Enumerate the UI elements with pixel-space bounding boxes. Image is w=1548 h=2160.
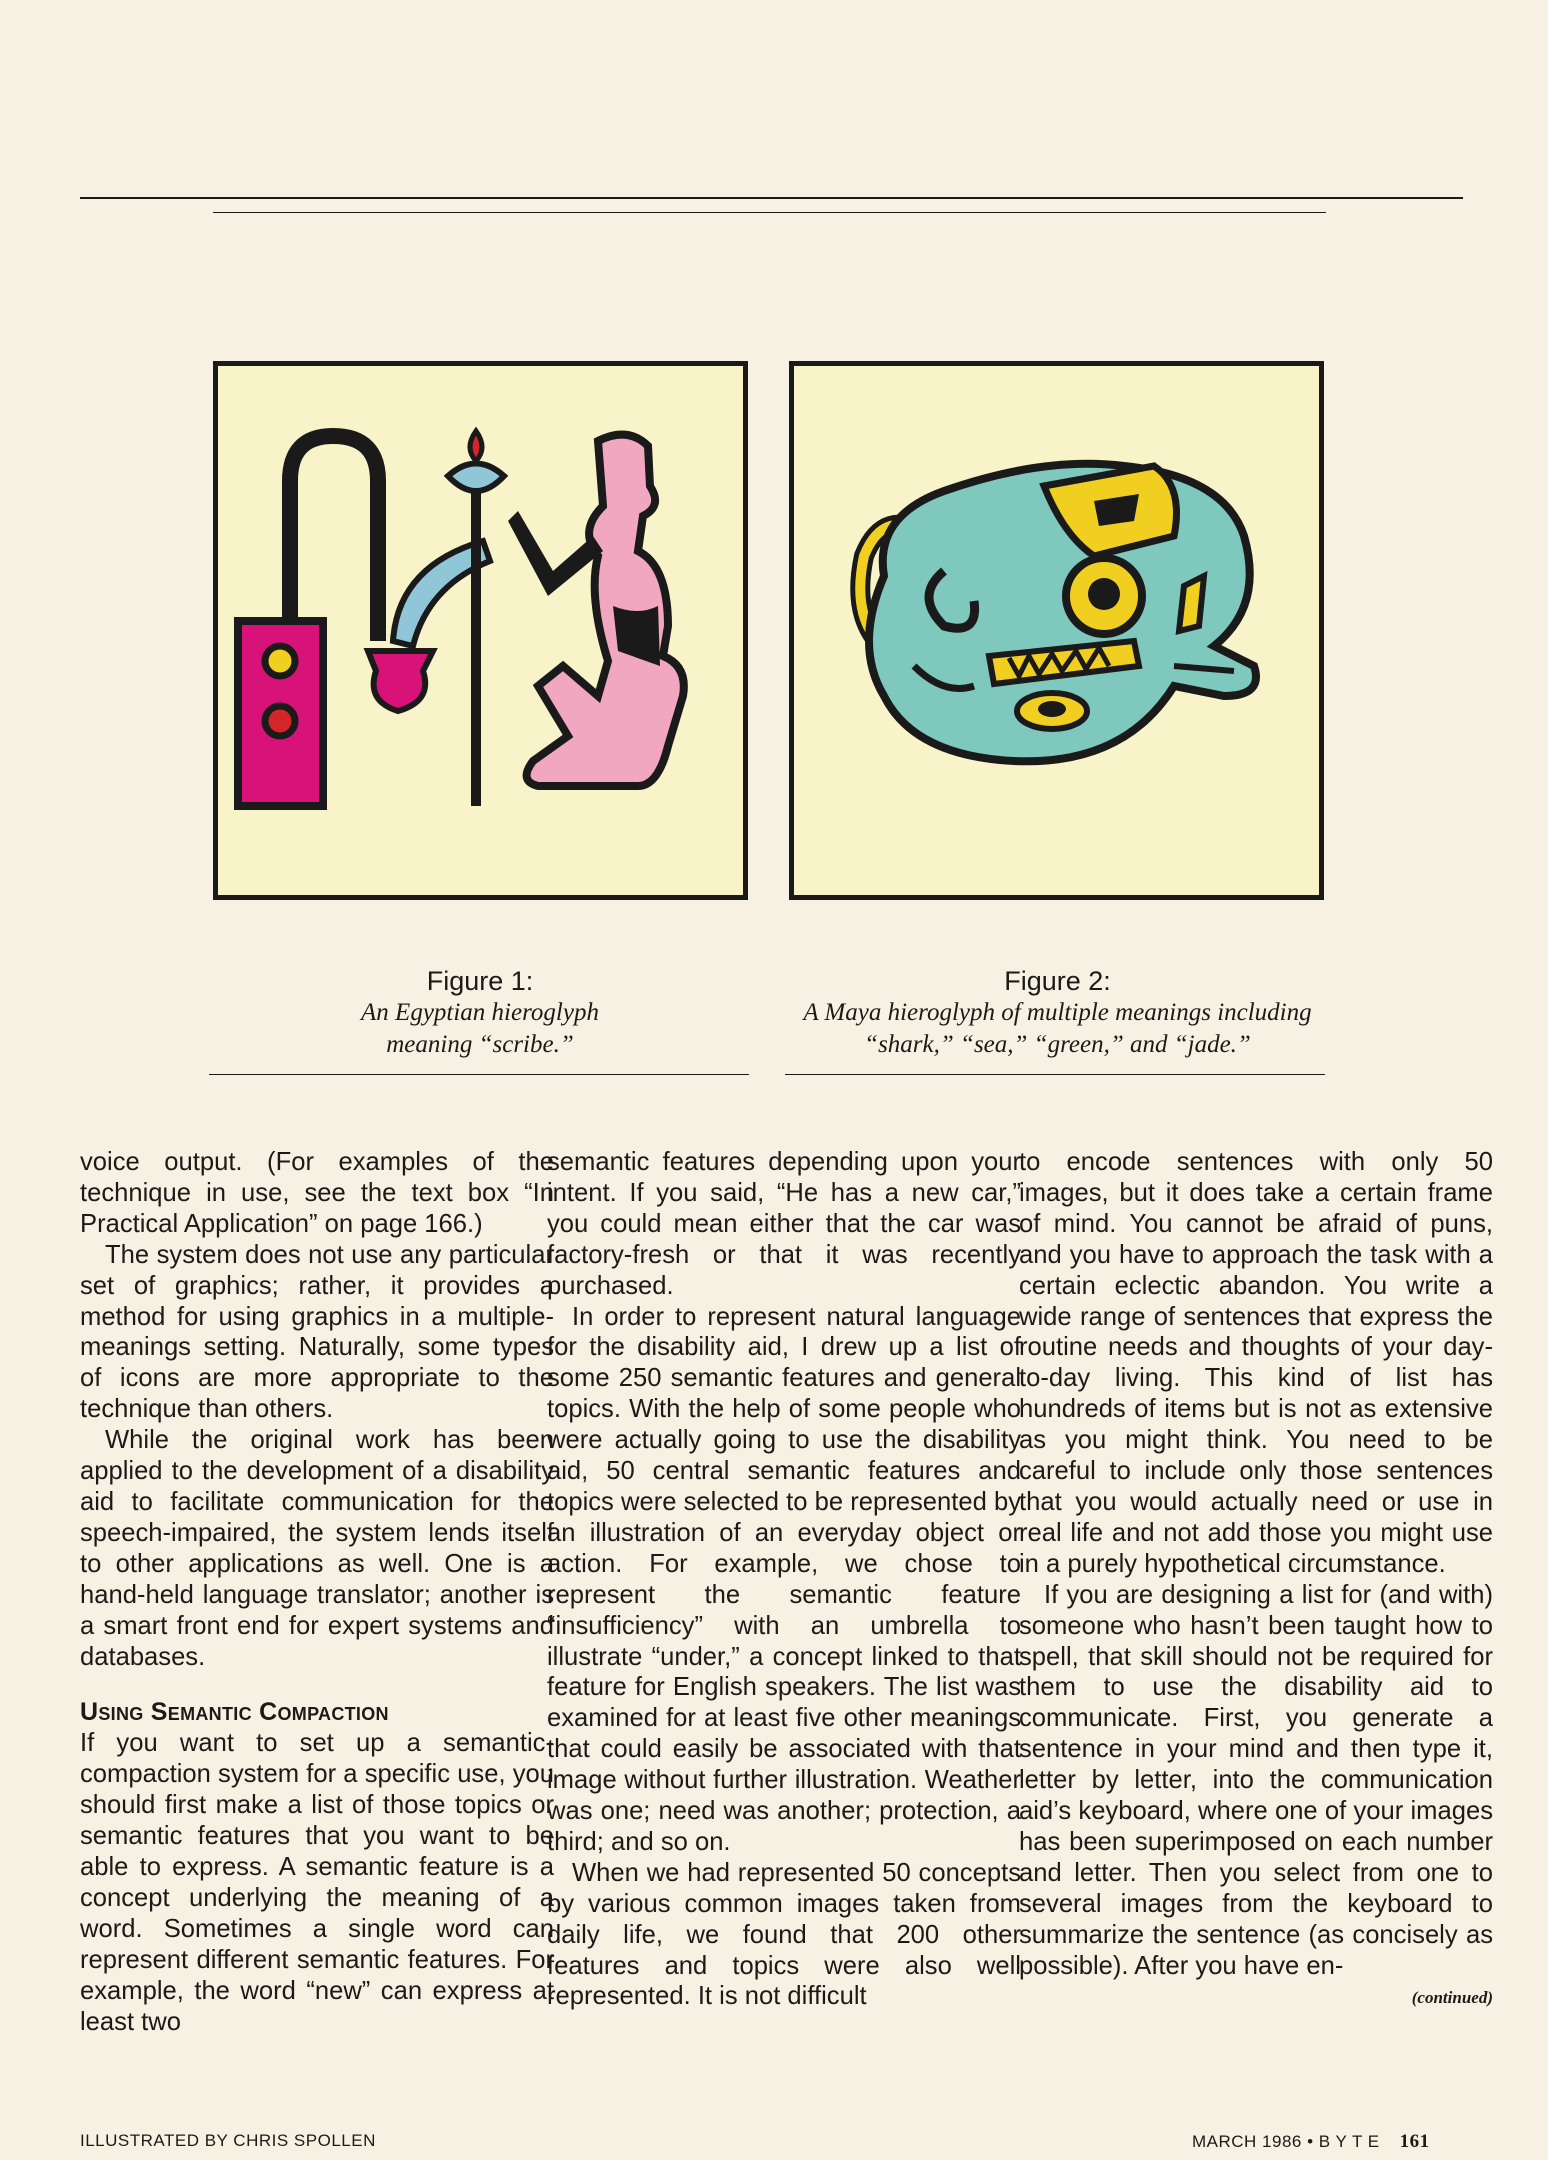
paragraph: voice output. (For examples of the technique in use, see the text box “In Practical Application” on page 166.): [80, 1148, 554, 1238]
paragraph: If you want to set up a semantic-compaction system for a specific use, you should first make a list of those topics or semantic features that you want to be able to express. A semantic feature is a concept underlying the meaning of a word. Sometimes a single word can represent different semantic features. For example, the word “new” can express at least two: [80, 1729, 554, 2036]
figure-2-description: A Maya hieroglyph of multiple meanings including “shark,” “sea,” “green,” and “jade.”: [803, 999, 1312, 1058]
paragraph: to encode sentences with only 50 images, but it does take a certain frame of mind. You cannot be afraid of puns, and you have to approach the task with a certain eclectic abandon. You write a wide range of sentences that express the routine needs and thoughts of your day-to-day living. This kind of list has hundreds of items but is not as extensive as you might think. You need to be careful to include only those sentences that you would actually need or use in real life and not add those you might use in a purely hypothetical circumstance.: [1019, 1148, 1493, 1578]
top-rule-short: [213, 212, 1326, 213]
issue-label: MARCH 1986 • B Y T E: [1192, 2132, 1380, 2151]
page-footer: [1192, 2131, 1430, 2153]
paragraph: When we had represented 50 concepts by various common images taken from daily life, we found that 200 other features and topics were also well represented. It is not difficult: [547, 1858, 1021, 2011]
caption-rule-2: [785, 1074, 1325, 1075]
page-number: 161: [1399, 2131, 1430, 2152]
figure-1-description: An Egyptian hieroglyph meaning “scribe.”: [361, 999, 599, 1058]
paragraph: If you are designing a list for (and with) someone who hasn’t been taught how to spell, that skill should not be required for them to use the disability aid to communicate. First, you generate a sentence in your mind and then type it, letter by letter, into the communication aid’s keyboard, where one of your images has been superimposed on each number and letter. Then you select from one to several images from the keyboard to summarize the sentence (as concisely as possible). After you have en-: [1019, 1580, 1493, 1980]
paragraph: While the original work has been applied to the development of a disability aid to facilitate communication for the speech-impaired, the system lends itself to other applications as well. One is a hand-held language translator; another is a smart front end for expert systems and databases.: [80, 1426, 554, 1671]
top-rule: [80, 197, 1463, 199]
paragraph: In order to represent natural language for the disability aid, I drew up a list of some 250 semantic features and general topics. With the help of some people who were actually going to use the disability aid, 50 central semantic features and topics were selected to be represented by an illustration of an everyday object or action. For example, we chose to represent the semantic feature “insufficiency” with an umbrella to illustrate “under,” a concept linked to that feature for English speakers. The list was examined for at least five other meanings that could easily be associated with that image without further illustration. Weather was one; need was another; protection, a third; and so on.: [547, 1302, 1021, 1856]
section-heading: Using Semantic Compaction: [80, 1698, 389, 1727]
article-column-3: [1019, 1147, 1493, 2014]
maya-glyph: [794, 366, 1319, 895]
paragraph: The system does not use any particular set of graphics; rather, it provides a method for using graphics in a multiple-meanings setting. Naturally, some types of icons are more appropriate to the technique than others.: [80, 1240, 554, 1424]
article-column-2: [547, 1147, 1021, 2012]
continued-marker: (continued): [1411, 1988, 1493, 2008]
caption-rule-1: [209, 1074, 749, 1075]
paragraph: semantic features depending upon your intent. If you said, “He has a new car,” you could mean either that the car was factory-fresh or that it was recently purchased.: [547, 1148, 1021, 1300]
figure-1-caption: [330, 965, 630, 1061]
egyptian-scribe-glyph: [218, 366, 743, 895]
figure-2-caption: [800, 965, 1315, 1061]
figure-2-image: [789, 361, 1324, 900]
figure-1-image: [213, 361, 748, 900]
figure-2-number: Figure 2:: [1004, 966, 1111, 996]
figure-1-number: Figure 1:: [426, 966, 534, 996]
illustration-credit: ILLUSTRATED BY CHRIS SPOLLEN: [80, 2131, 376, 2150]
article-column-1: [80, 1147, 554, 2037]
